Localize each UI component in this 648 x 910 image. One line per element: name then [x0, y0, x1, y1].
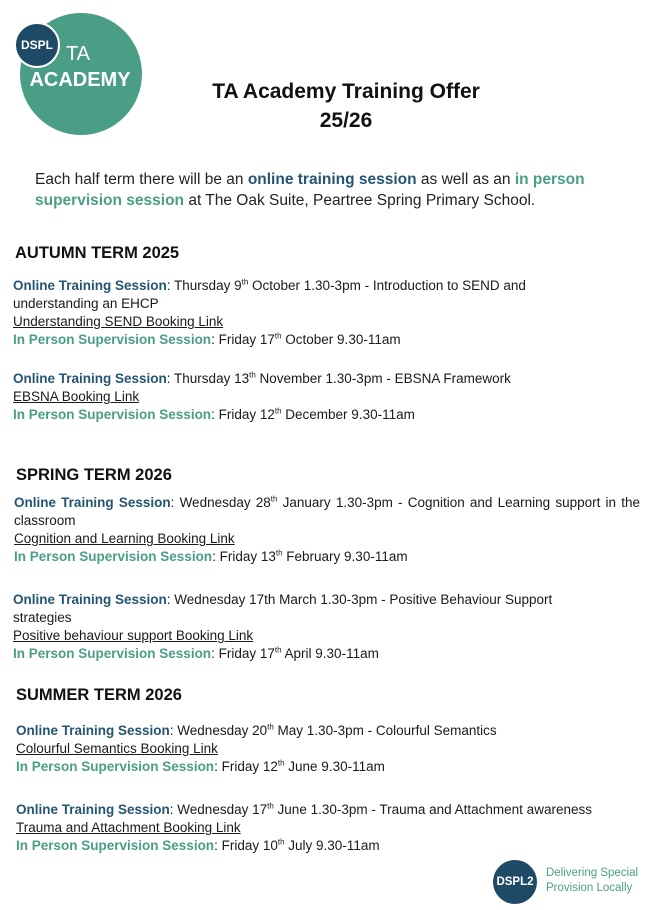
logo-line-ta: TA — [65, 43, 91, 65]
intro-paragraph: Each half term there will be an online training session as well as an in person supervision session at The Oak Suite, Peartree Spring Primary School. — [35, 171, 585, 209]
dspl2-logo: DSPL2 — [493, 860, 537, 904]
supervision-session-line: In Person Supervision Session: Friday 12th June 9.30-11am — [16, 758, 385, 774]
page-title: TA Academy Training Offer — [212, 80, 480, 103]
supervision-session-line: In Person Supervision Session: Friday 13th February 9.30-11am — [14, 548, 408, 564]
session-block — [14, 494, 640, 566]
booking-link[interactable]: Colourful Semantics Booking Link — [16, 741, 218, 756]
session-block — [13, 277, 573, 349]
online-session-line: Online Training Session: Thursday 13th November 1.30-3pm - EBSNA Framework — [13, 370, 511, 386]
booking-link[interactable]: Trauma and Attachment Booking Link — [16, 820, 241, 835]
online-session-line: Online Training Session: Thursday 9th October 1.30-3pm - Introduction to SEND and understanding an EHCP — [13, 277, 526, 311]
booking-link[interactable]: Positive behaviour support Booking Link — [13, 628, 254, 643]
logo-line-academy: ACADEMY — [29, 69, 131, 91]
session-block — [13, 370, 613, 424]
online-session-line: Online Training Session: Wednesday 17th March 1.30-3pm - Positive Behaviour Support strategies — [13, 592, 553, 625]
online-session-line: Online Training Session: Wednesday 20th May 1.30-3pm - Colourful Semantics — [16, 722, 497, 738]
term-heading-autumn: AUTUMN TERM 2025 — [15, 244, 180, 262]
booking-link[interactable]: Cognition and Learning Booking Link — [14, 531, 235, 546]
intro-online-highlight: online training session — [247, 171, 417, 188]
booking-link[interactable]: EBSNA Booking Link — [13, 389, 140, 404]
supervision-session-line: In Person Supervision Session: Friday 10th July 9.30-11am — [16, 837, 380, 853]
term-heading-summer: SUMMER TERM 2026 — [16, 686, 182, 704]
session-block — [16, 801, 636, 855]
supervision-session-line: In Person Supervision Session: Friday 17th April 9.30-11am — [13, 645, 379, 661]
intro-inperson-highlight: in person supervision session — [35, 171, 585, 209]
online-session-line: Online Training Session: Wednesday 17th June 1.30-3pm - Trauma and Attachment awareness — [16, 801, 592, 817]
online-session-line: Online Training Session: Wednesday 28th January 1.30-3pm - Cognition and Learning support in the classroom — [14, 494, 640, 528]
supervision-session-line: In Person Supervision Session: Friday 12th December 9.30-11am — [13, 406, 415, 422]
dspl-badge: DSPL — [14, 22, 60, 68]
page-subtitle-year: 25/26 — [319, 109, 373, 132]
footer-tagline: Delivering Special Provision Locally — [546, 867, 639, 894]
session-block — [16, 722, 616, 776]
term-heading-spring: SPRING TERM 2026 — [16, 466, 172, 484]
supervision-session-line: In Person Supervision Session: Friday 17th October 9.30-11am — [13, 331, 401, 347]
session-block — [13, 591, 573, 663]
booking-link[interactable]: Understanding SEND Booking Link — [13, 314, 224, 329]
